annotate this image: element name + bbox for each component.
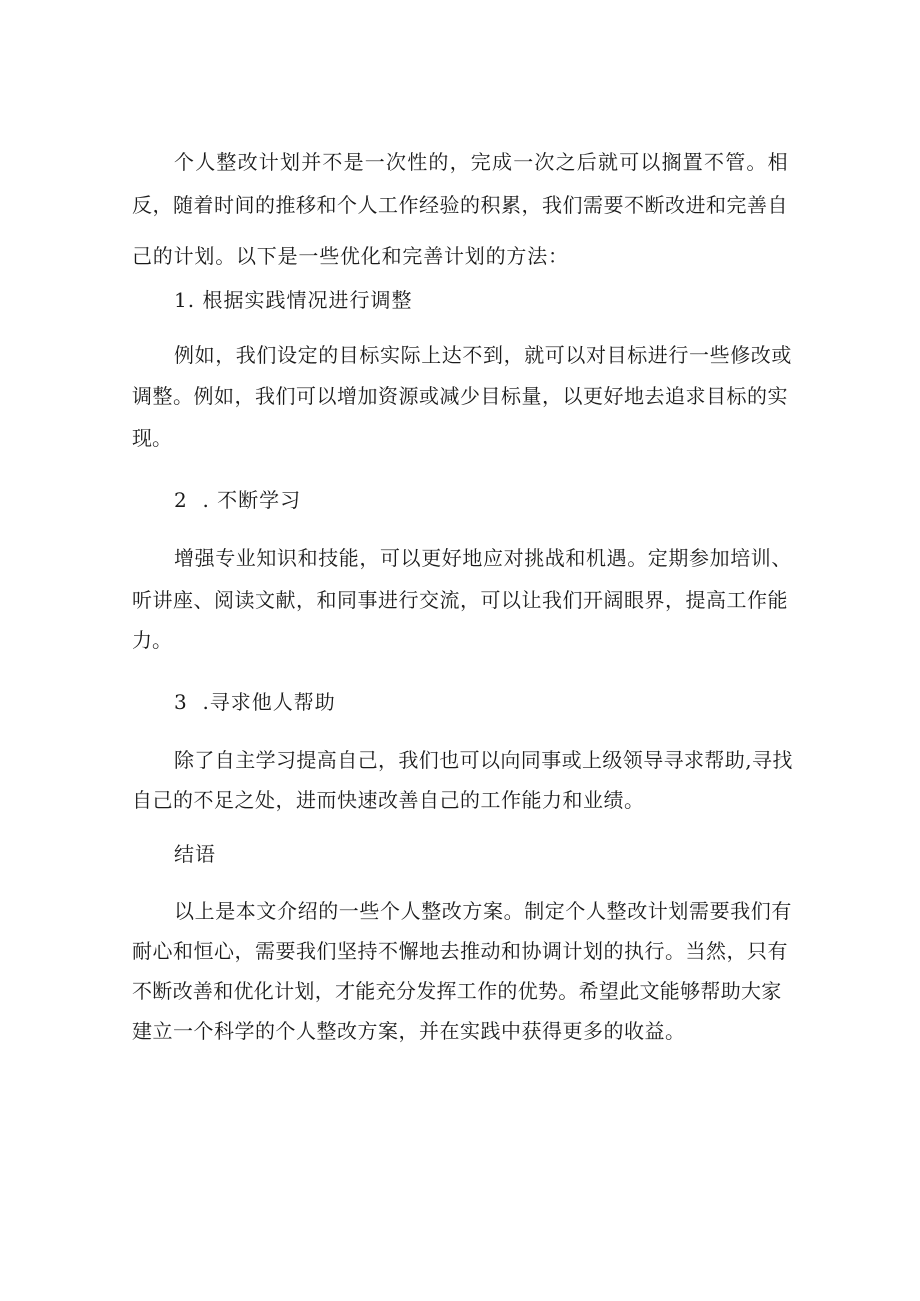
intro-line: 己的计划。以下是一些优化和完善计划的方法： bbox=[132, 244, 569, 268]
conclusion-paragraph-line: 建立一个科学的个人整改方案，并在实践中获得更多的收益。 bbox=[132, 1019, 686, 1043]
section-paragraph-line: 调整。例如，我们可以增加资源或减少目标量，以更好地去追求目标的实 bbox=[132, 384, 788, 408]
conclusion-paragraph-line: 不断改善和优化计划，才能充分发挥工作的优势。希望此文能够帮助大家 bbox=[132, 979, 782, 1003]
section-heading: 2 . 不断学习 bbox=[174, 488, 302, 512]
intro-line: 反，随着时间的推移和个人工作经验的积累，我们需要不断改进和完善自 bbox=[132, 193, 788, 217]
section-paragraph-line: 例如，我们设定的目标实际上达不到，就可以对目标进行一些修改或 bbox=[174, 343, 792, 367]
conclusion-paragraph-line: 以上是本文介绍的一些个人整改方案。制定个人整改计划需要我们有 bbox=[174, 899, 792, 923]
section-paragraph-line: 自己的不足之处，进而快速改善自己的工作能力和业绩。 bbox=[132, 788, 645, 812]
section-heading: 1. 根据实践情况进行调整 bbox=[174, 288, 413, 312]
conclusion-paragraph-line: 耐心和恒心，需要我们坚持不懈地去推动和协调计划的执行。当然，只有 bbox=[132, 939, 788, 963]
section-paragraph-line: 现。 bbox=[132, 426, 172, 450]
intro-line: 个人整改计划并不是一次性的，完成一次之后就可以搁置不管。相 bbox=[174, 150, 789, 174]
section-paragraph-line: 力。 bbox=[132, 628, 172, 652]
section-heading: 3 .寻求他人帮助 bbox=[174, 690, 336, 714]
conclusion-heading: 结语 bbox=[174, 842, 216, 866]
section-paragraph-line: 增强专业知识和技能，可以更好地应对挑战和机遇。定期参加培训、 bbox=[174, 546, 792, 570]
section-paragraph-line: 除了自主学习提高自己，我们也可以向同事或上级领导寻求帮助,寻找 bbox=[174, 748, 793, 772]
section-paragraph-line: 听讲座、阅读文献，和同事进行交流，可以让我们开阔眼界，提高工作能 bbox=[132, 588, 788, 612]
